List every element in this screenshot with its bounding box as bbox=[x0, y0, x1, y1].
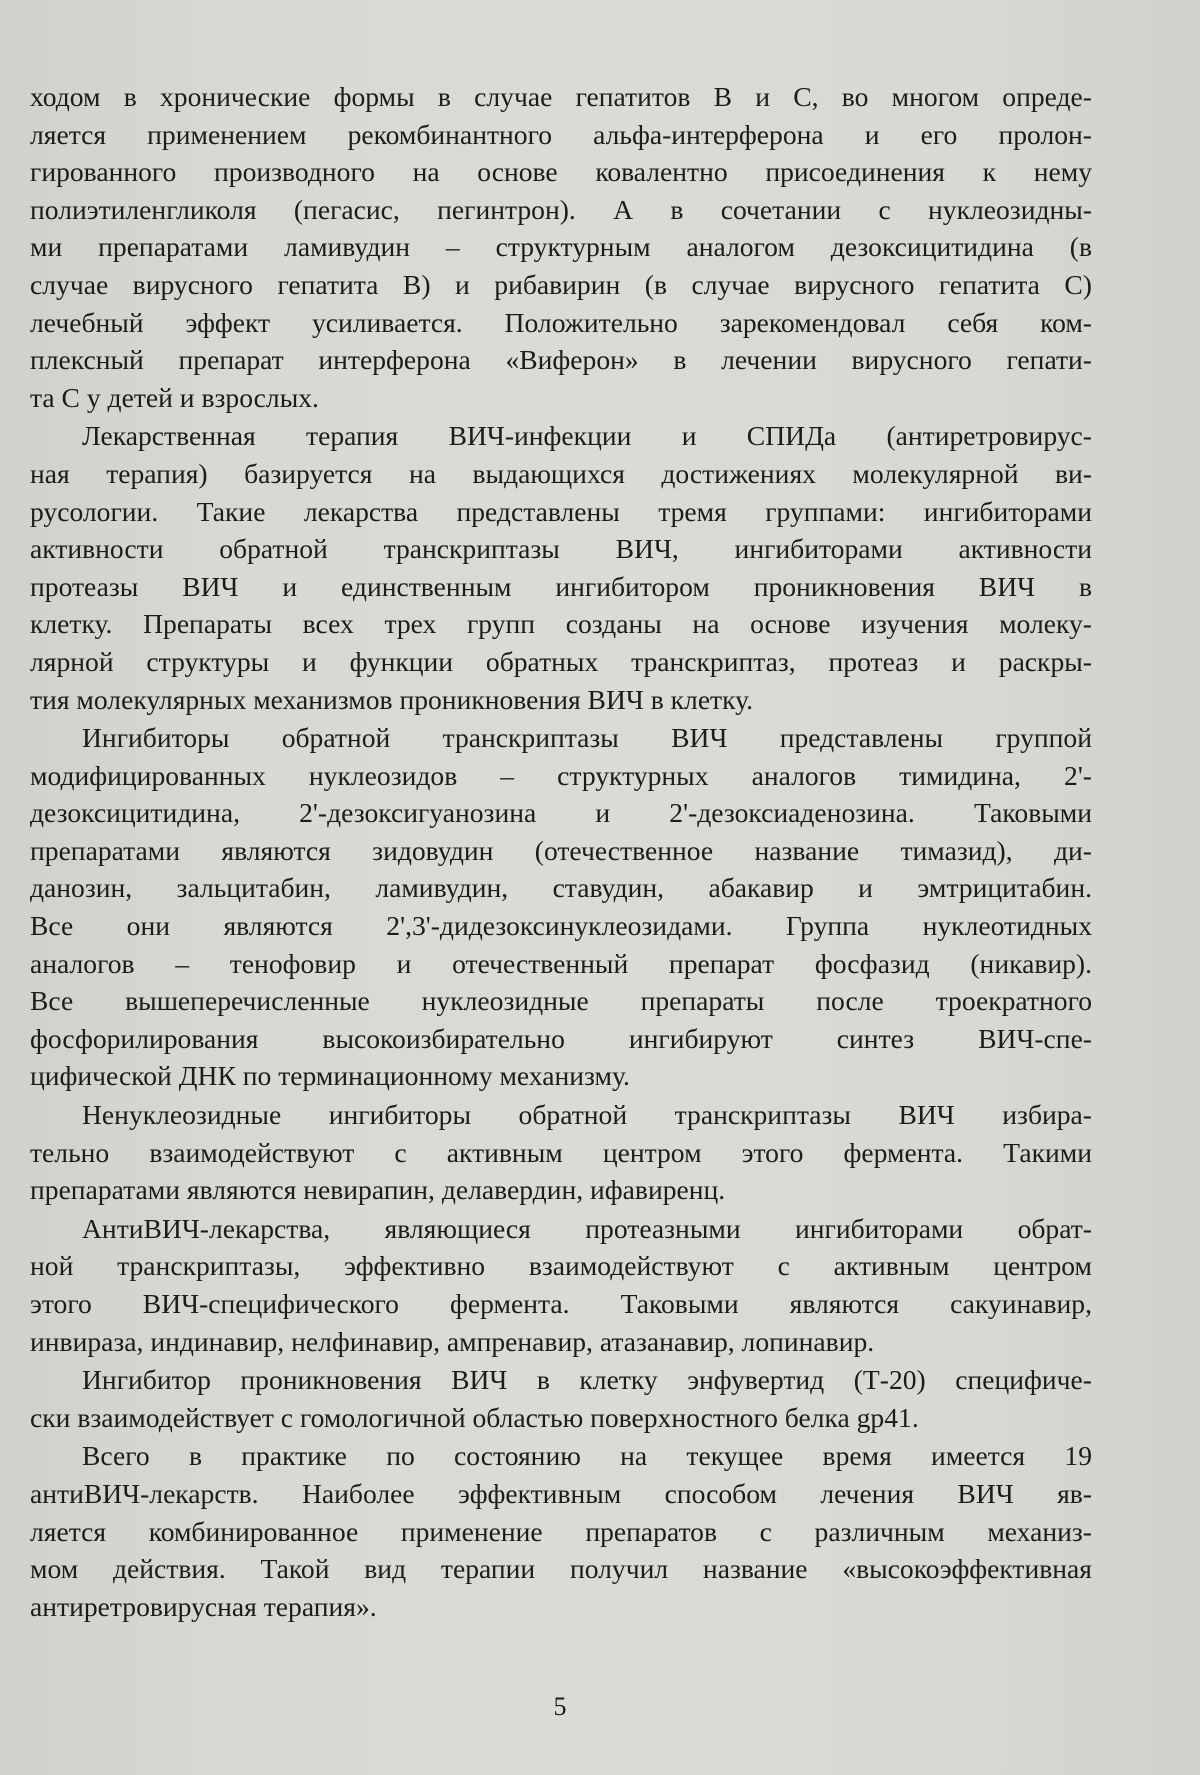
text-line: тия молекулярных механизмов проникновения ВИЧ в клетку. bbox=[30, 683, 754, 715]
text-line: случае вирусного гепатита В) и рибавирин (в случае вирусного гепатита С) bbox=[30, 268, 1092, 300]
text-line: полиэтиленгликоля (пегасис, пегинтрон). А в сочетании с нуклеозидны- bbox=[30, 193, 1092, 225]
text-line: препаратами являются зидовудин (отечественное название тимазид), ди- bbox=[30, 834, 1092, 866]
text-line: Все вышеперечисленные нуклеозидные препараты после троекратного bbox=[30, 985, 1092, 1017]
paragraph bbox=[30, 78, 1092, 416]
text-line: Ненуклеозидные ингибиторы обратной транскриптазы ВИЧ избира- bbox=[82, 1099, 1092, 1131]
text-line: ляется комбинированное применение препаратов с различным механиз- bbox=[30, 1515, 1092, 1547]
text-line: препаратами являются невирапин, делавердин, ифавиренц. bbox=[30, 1174, 726, 1206]
text-line: гированного производного на основе ковалентно присоединения к нему bbox=[30, 156, 1092, 188]
text-line: данозин, зальцитабин, ламивудин, ставудин, абакавир и эмтрицитабин. bbox=[30, 872, 1092, 904]
text-line: лярной структуры и функции обратных транскриптаз, протеаз и раскры- bbox=[30, 645, 1092, 677]
paragraph bbox=[30, 1096, 1092, 1209]
text-line: протеазы ВИЧ и единственным ингибитором проникновения ВИЧ в bbox=[30, 570, 1092, 602]
text-line: Всего в практике по состоянию на текущее время имеется 19 bbox=[82, 1440, 1092, 1472]
paragraph bbox=[30, 1437, 1092, 1625]
text-line: аналогов – тенофовир и отечественный препарат фосфазид (никавир). bbox=[30, 947, 1092, 979]
text-line: Ингибиторы обратной транскриптазы ВИЧ представлены группой bbox=[82, 722, 1092, 754]
text-line: ная терапия) базируется на выдающихся достижениях молекулярной ви- bbox=[30, 457, 1092, 489]
text-line: антиВИЧ-лекарств. Наиболее эффективным способом лечения ВИЧ яв- bbox=[30, 1477, 1092, 1509]
paragraph bbox=[30, 1210, 1092, 1360]
text-line: русологии. Такие лекарства представлены тремя группами: ингибиторами bbox=[30, 495, 1092, 527]
text-line: та С у детей и взрослых. bbox=[30, 381, 319, 413]
text-line: Ингибитор проникновения ВИЧ в клетку энфувертид (Т-20) специфиче- bbox=[82, 1364, 1092, 1396]
page-number: 5 bbox=[553, 1692, 567, 1721]
text-line: антиретровирусная терапия». bbox=[30, 1590, 377, 1622]
text-line: ски взаимодействует с гомологичной областью поверхностного белка gp41. bbox=[30, 1401, 919, 1433]
paragraph bbox=[30, 719, 1092, 1095]
text-line: модифицированных нуклеозидов – структурных аналогов тимидина, 2'- bbox=[30, 759, 1092, 791]
paragraph bbox=[30, 417, 1092, 718]
text-line: плексный препарат интерферона «Виферон» в лечении вирусного гепати- bbox=[30, 344, 1092, 376]
text-line: клетку. Препараты всех трех групп созданы на основе изучения молеку- bbox=[30, 608, 1092, 640]
text-line: ми препаратами ламивудин – структурным аналогом дезоксицитидина (в bbox=[30, 231, 1092, 263]
text-line: АнтиВИЧ-лекарства, являющиеся протеазными ингибиторами обрат- bbox=[82, 1212, 1092, 1244]
body-text bbox=[30, 78, 1092, 1625]
text-line: ходом в хронические формы в случае гепатитов В и С, во многом опреде- bbox=[30, 81, 1092, 112]
text-line: тельно взаимодействуют с активным центром этого фермента. Такими bbox=[30, 1136, 1092, 1168]
text-line: фосфорилирования высокоизбирательно ингибируют синтез ВИЧ-спе- bbox=[30, 1022, 1092, 1054]
text-line: мом действия. Такой вид терапии получил название «высокоэффективная bbox=[30, 1553, 1092, 1585]
text-line: ляется применением рекомбинантного альфа-интерферона и его пролон- bbox=[30, 118, 1092, 150]
text-line: лечебный эффект усиливается. Положительно зарекомендовал себя ком- bbox=[30, 306, 1092, 338]
text-line: инвираза, индинавир, нелфинавир, ампренавир, атазанавир, лопинавир. bbox=[30, 1325, 875, 1357]
text-line: ной транскриптазы, эффективно взаимодействуют с активным центром bbox=[30, 1250, 1092, 1282]
text-line: дезоксицитидина, 2'-дезоксигуанозина и 2'-дезоксиаденозина. Таковыми bbox=[30, 797, 1092, 829]
text-line: Все они являются 2',3'-дидезоксинуклеозидами. Группа нуклеотидных bbox=[30, 910, 1092, 942]
text-line: активности обратной транскриптазы ВИЧ, ингибиторами активности bbox=[30, 533, 1092, 565]
text-line: этого ВИЧ-специфического фермента. Таковыми являются сакуинавир, bbox=[30, 1288, 1092, 1319]
paragraph bbox=[30, 1361, 1092, 1436]
text-line: цифической ДНК по терминационному механизму. bbox=[30, 1060, 630, 1092]
text-line: Лекарственная терапия ВИЧ-инфекции и СПИДа (антиретровирус- bbox=[82, 420, 1092, 452]
